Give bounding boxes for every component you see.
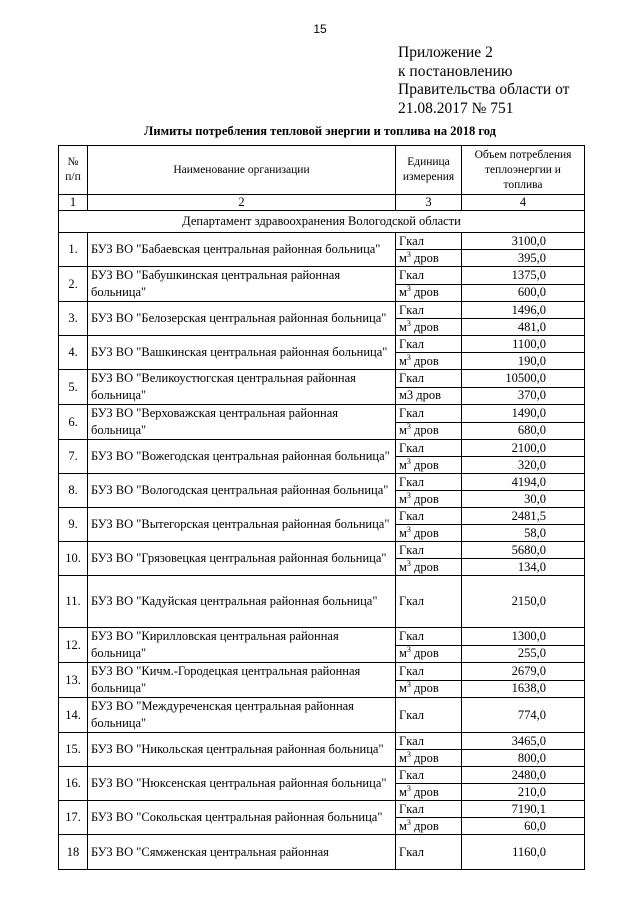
unit-cell: $м^3$ дров <box>396 422 462 440</box>
value-cell: 1490,0 <box>462 405 585 423</box>
table-row <box>59 767 585 784</box>
unit-cell: $м^3$ дров <box>396 319 462 336</box>
unit-cell: Гкал <box>396 801 462 818</box>
department-row <box>59 211 585 233</box>
row-number: 17. <box>59 801 88 835</box>
value-cell: 2679,0 <box>462 663 585 681</box>
organization-name: БУЗ ВО "Никольская центральная районная больница" <box>88 733 396 767</box>
appendix-line: к постановлению <box>398 62 513 80</box>
value-cell: 2150,0 <box>462 576 585 628</box>
value-cell: 2100,0 <box>462 440 585 457</box>
unit-superscript: 3 <box>406 490 411 500</box>
value-cell: 2481,5 <box>462 508 585 525</box>
unit-cell: Гкал <box>396 233 462 250</box>
unit-cell: $м^3$ дров <box>396 818 462 835</box>
unit-superscript: 3 <box>406 645 411 655</box>
table-row <box>59 801 585 818</box>
unit-cell: $м^3$ дров <box>396 750 462 767</box>
unit-cell: $м^3$ дров <box>396 353 462 370</box>
value-cell: 5680,0 <box>462 542 585 559</box>
unit-cell: $м^3$ дров <box>396 250 462 267</box>
value-cell: 2480,0 <box>462 767 585 784</box>
organization-name: БУЗ ВО "Бабаевская центральная районная больница" <box>88 233 396 267</box>
unit-cell: $м^3$ дров <box>396 284 462 302</box>
table-row <box>59 440 585 457</box>
page-number: 15 <box>313 22 327 36</box>
unit-superscript: 3 <box>406 422 411 432</box>
table-row <box>59 628 585 646</box>
organization-name: БУЗ ВО "Междуреченская центральная районная больница" <box>88 698 396 733</box>
table-row <box>59 370 585 388</box>
unit-cell: Гкал <box>396 835 462 870</box>
organization-name: БУЗ ВО "Вологодская центральная районная больница" <box>88 474 396 508</box>
organization-name: БУЗ ВО "Белозерская центральная районная больница" <box>88 302 396 336</box>
department-name: Департамент здравоохранения Вологодской области <box>59 211 585 233</box>
table-body <box>59 211 585 870</box>
unit-cell: Гкал <box>396 405 462 423</box>
value-cell: 1300,0 <box>462 628 585 646</box>
table-row <box>59 405 585 423</box>
unit-cell: Гкал <box>396 698 462 733</box>
value-cell: 395,0 <box>462 250 585 267</box>
column-index: 3 <box>396 195 462 211</box>
value-cell: 134,0 <box>462 559 585 576</box>
table-row <box>59 663 585 681</box>
unit-cell: Гкал <box>396 440 462 457</box>
organization-name: БУЗ ВО "Кирилловская центральная районная больница" <box>88 628 396 663</box>
row-number: 3. <box>59 302 88 336</box>
unit-superscript: 3 <box>406 680 411 690</box>
value-cell: 30,0 <box>462 491 585 508</box>
unit-cell: Гкал <box>396 508 462 525</box>
unit-cell: $м^3$ дров <box>396 457 462 474</box>
value-cell: 680,0 <box>462 422 585 440</box>
appendix-block <box>398 44 628 118</box>
column-index: 1 <box>59 195 88 211</box>
value-cell: 1375,0 <box>462 267 585 285</box>
table-row <box>59 474 585 491</box>
unit-cell: Гкал <box>396 474 462 491</box>
unit-cell: Гкал <box>396 628 462 646</box>
row-number: 16. <box>59 767 88 801</box>
value-cell: 320,0 <box>462 457 585 474</box>
row-number: 18 <box>59 835 88 870</box>
unit-cell: $м^3$ дров <box>396 784 462 801</box>
organization-name: БУЗ ВО "Грязовецкая центральная районная больница" <box>88 542 396 576</box>
value-cell: 3465,0 <box>462 733 585 750</box>
unit-superscript: 3 <box>406 558 411 568</box>
row-number: 12. <box>59 628 88 663</box>
unit-cell: Гкал <box>396 663 462 681</box>
header-num: № п/п <box>59 146 88 195</box>
organization-name: БУЗ ВО "Сямженская центральная районная <box>88 835 396 870</box>
unit-cell: $м^3$ дров <box>396 645 462 663</box>
table-row <box>59 835 585 870</box>
unit-cell: $м^3$ дров <box>396 525 462 542</box>
limits-table <box>58 145 585 870</box>
row-number: 8. <box>59 474 88 508</box>
unit-cell: $м^3$ дров <box>396 680 462 698</box>
unit-superscript: 3 <box>406 318 411 328</box>
value-cell: 481,0 <box>462 319 585 336</box>
unit-superscript: 3 <box>406 284 411 294</box>
table-row <box>59 233 585 250</box>
organization-name: БУЗ ВО "Кадуйская центральная районная больница" <box>88 576 396 628</box>
unit-cell: Гкал <box>396 542 462 559</box>
unit-cell: Гкал <box>396 336 462 353</box>
table-row <box>59 576 585 628</box>
header-unit: Единица измерения <box>396 146 462 195</box>
table-row <box>59 267 585 285</box>
row-number: 7. <box>59 440 88 474</box>
value-cell: 4194,0 <box>462 474 585 491</box>
unit-cell: Гкал <box>396 370 462 388</box>
unit-superscript: 3 <box>406 749 411 759</box>
value-cell: 190,0 <box>462 353 585 370</box>
value-cell: 255,0 <box>462 645 585 663</box>
table-row <box>59 733 585 750</box>
value-cell: 60,0 <box>462 818 585 835</box>
row-number: 10. <box>59 542 88 576</box>
value-cell: 58,0 <box>462 525 585 542</box>
table-row <box>59 508 585 525</box>
unit-superscript: 3 <box>406 817 411 827</box>
value-cell: 10500,0 <box>462 370 585 388</box>
unit-superscript: 3 <box>406 352 411 362</box>
organization-name: БУЗ ВО "Сокольская центральная районная больница" <box>88 801 396 835</box>
unit-cell: Гкал <box>396 733 462 750</box>
organization-name: БУЗ ВО "Вытегорская центральная районная больница" <box>88 508 396 542</box>
unit-cell: Гкал <box>396 767 462 784</box>
column-index: 2 <box>88 195 396 211</box>
organization-name: БУЗ ВО "Вашкинская центральная районная больница" <box>88 336 396 370</box>
organization-name: БУЗ ВО "Нюксенская центральная районная больница" <box>88 767 396 801</box>
row-number: 2. <box>59 267 88 302</box>
organization-name: БУЗ ВО "Вожегодская центральная районная больница" <box>88 440 396 474</box>
row-number: 1. <box>59 233 88 267</box>
row-number: 13. <box>59 663 88 698</box>
organization-name: БУЗ ВО "Кичм.-Городецкая центральная районная больница" <box>88 663 396 698</box>
table-row <box>59 336 585 353</box>
document-title: Лимиты потребления тепловой энергии и топлива на 2018 год <box>144 124 496 138</box>
appendix-line: Правительства области от <box>398 81 570 98</box>
table-row <box>59 302 585 319</box>
row-number: 11. <box>59 576 88 628</box>
header-volume: Объем потребления теплоэнергии и топлива <box>462 146 585 195</box>
unit-superscript: 3 <box>406 783 411 793</box>
row-number: 4. <box>59 336 88 370</box>
table-row <box>59 542 585 559</box>
unit-cell: Гкал <box>396 576 462 628</box>
unit-cell: Гкал <box>396 302 462 319</box>
value-cell: 370,0 <box>462 387 585 405</box>
unit-superscript: 3 <box>406 456 411 466</box>
organization-name: БУЗ ВО "Верховажская центральная районная больница" <box>88 405 396 440</box>
table-header-row <box>59 146 585 195</box>
appendix-line: 21.08.2017 № 751 <box>398 99 514 117</box>
organization-name: БУЗ ВО "Бабушкинская центральная районная больница" <box>88 267 396 302</box>
value-cell: 600,0 <box>462 284 585 302</box>
row-number: 15. <box>59 733 88 767</box>
column-index: 4 <box>462 195 585 211</box>
header-name: Наименование организации <box>88 146 396 195</box>
value-cell: 3100,0 <box>462 233 585 250</box>
table-row <box>59 698 585 733</box>
row-number: 9. <box>59 508 88 542</box>
value-cell: 1496,0 <box>462 302 585 319</box>
value-cell: 1638,0 <box>462 680 585 698</box>
column-index-row <box>59 195 585 211</box>
value-cell: 774,0 <box>462 698 585 733</box>
unit-superscript: 3 <box>406 524 411 534</box>
unit-cell: Гкал <box>396 267 462 285</box>
organization-name: БУЗ ВО "Великоустюгская центральная районная больница" <box>88 370 396 405</box>
value-cell: 1160,0 <box>462 835 585 870</box>
appendix-line: Приложение 2 <box>398 44 493 61</box>
unit-cell: $м^3$ дров <box>396 559 462 576</box>
unit-cell: м3 дров <box>396 387 462 405</box>
value-cell: 1100,0 <box>462 336 585 353</box>
value-cell: 210,0 <box>462 784 585 801</box>
row-number: 14. <box>59 698 88 733</box>
value-cell: 800,0 <box>462 750 585 767</box>
row-number: 5. <box>59 370 88 405</box>
value-cell: 7190,1 <box>462 801 585 818</box>
row-number: 6. <box>59 405 88 440</box>
unit-cell: $м^3$ дров <box>396 491 462 508</box>
unit-superscript: 3 <box>406 249 411 259</box>
